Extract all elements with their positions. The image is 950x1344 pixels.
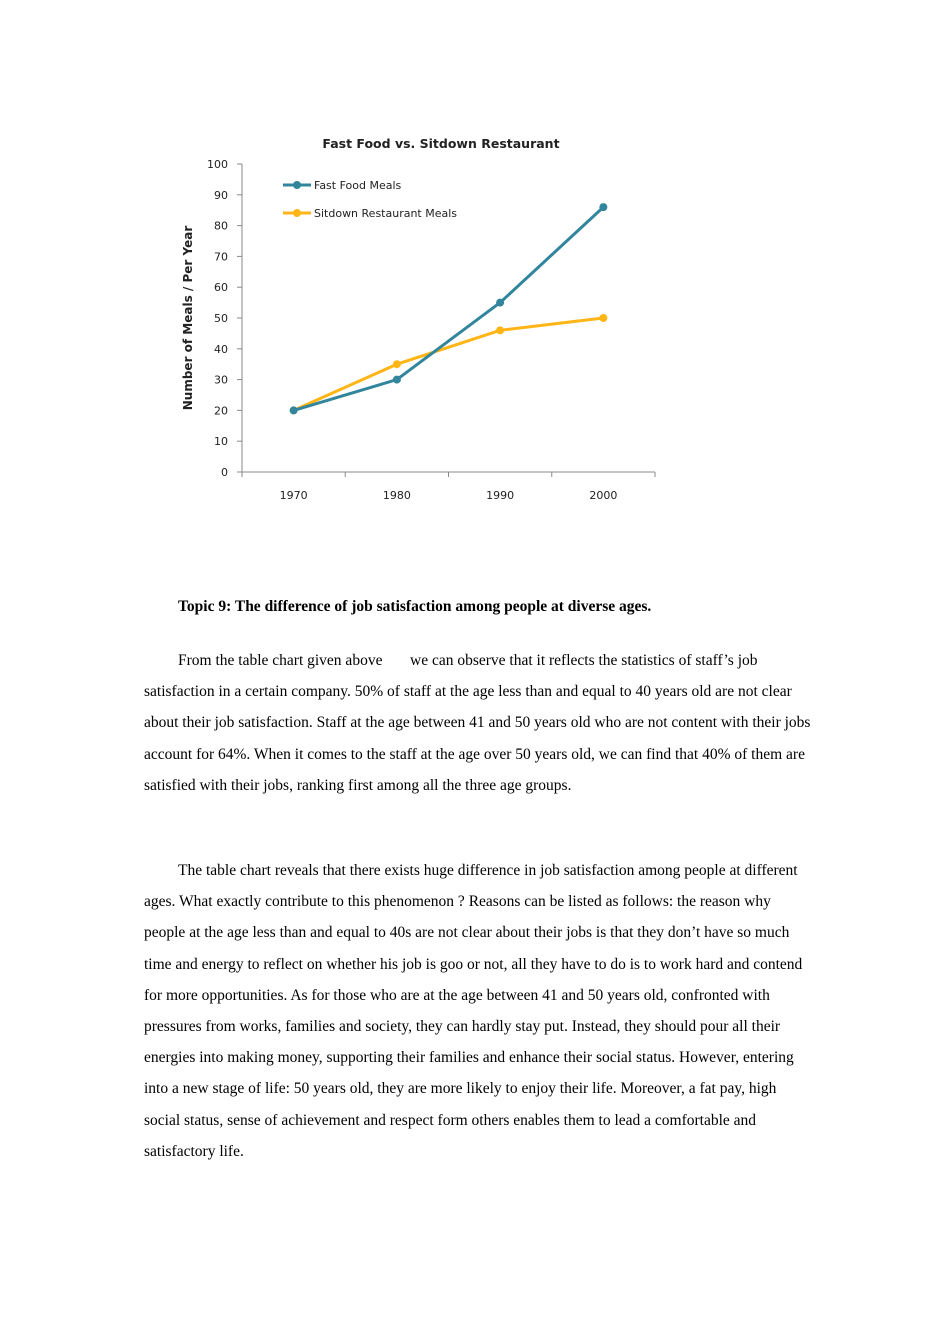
legend-swatch-marker [293, 209, 301, 217]
y-tick-label: 10 [214, 435, 228, 449]
y-tick-label: 50 [214, 312, 228, 325]
series-line [294, 207, 604, 410]
data-point [393, 360, 401, 368]
data-point [599, 314, 607, 322]
paragraph-2: The table chart reveals that there exists huge difference in job satisfaction among people at different ages. What exactly contribute to this phenomenon ? Reasons can be listed as follows: the reason why people at the age less than and equal to 40s are not clear about their jobs is that they don’t have so much time and energy to reflect on whether his job is goo or not, all they have to do is to work hard and contend for more opportunities. As for those who are at the age between 41 and 50 years old, confronted with pressures from works, families and society, they can hardly stay put. Instead, they should pour all their energies into making money, supporting their families and enhance their social status. However, entering into a new stage of life: 50 years old, they are more likely to enjoy their life. Moreover, a fat pay, high social status, sense of achievement and respect form others enables them to lead a comfortable and satisfactory life. [144, 862, 803, 1160]
y-tick-label: 100 [207, 158, 228, 171]
y-tick-label: 90 [214, 188, 228, 202]
data-point [496, 326, 504, 334]
legend-label: Sitdown Restaurant Meals [314, 207, 458, 220]
y-axis-label: Number of Meals / Per Year [181, 225, 195, 411]
legend-swatch-marker [293, 181, 301, 189]
y-tick-label: 0 [221, 466, 228, 479]
y-tick-label: 20 [214, 404, 228, 418]
y-tick-label: 30 [214, 373, 228, 387]
chart-title: Fast Food vs. Sitdown Restaurant [322, 136, 560, 151]
data-point [290, 406, 298, 414]
topic-heading: Topic 9: The difference of job satisfaction among people at diverse ages. [178, 598, 652, 615]
x-tick-label: 1980 [382, 489, 411, 502]
y-tick-label: 40 [214, 342, 228, 356]
x-tick-label: 2000 [589, 489, 618, 502]
y-tick-label: 60 [214, 281, 228, 295]
y-tick-label: 80 [214, 219, 228, 233]
data-point [496, 299, 504, 307]
legend-label: Fast Food Meals [314, 179, 402, 192]
line-chart [0, 0, 950, 560]
data-point [599, 203, 607, 211]
data-point [393, 376, 401, 384]
y-tick-label: 70 [214, 250, 228, 264]
x-tick-label: 1990 [486, 489, 515, 502]
paragraph-1: From the table chart given above  we can observe that it reflects the statistics of staff’s job satisfaction in a certain company. 50% of staff at the age less than and equal to 40 years old are not clear about their job satisfaction. Staff at the age between 41 and 50 years old who are not content with their jobs account for 64%. When it comes to the staff at the age over 50 years old, we can find that 40% of them are satisfied with their jobs, ranking first among all the three age groups. [144, 652, 811, 794]
x-tick-label: 1970 [279, 489, 308, 502]
